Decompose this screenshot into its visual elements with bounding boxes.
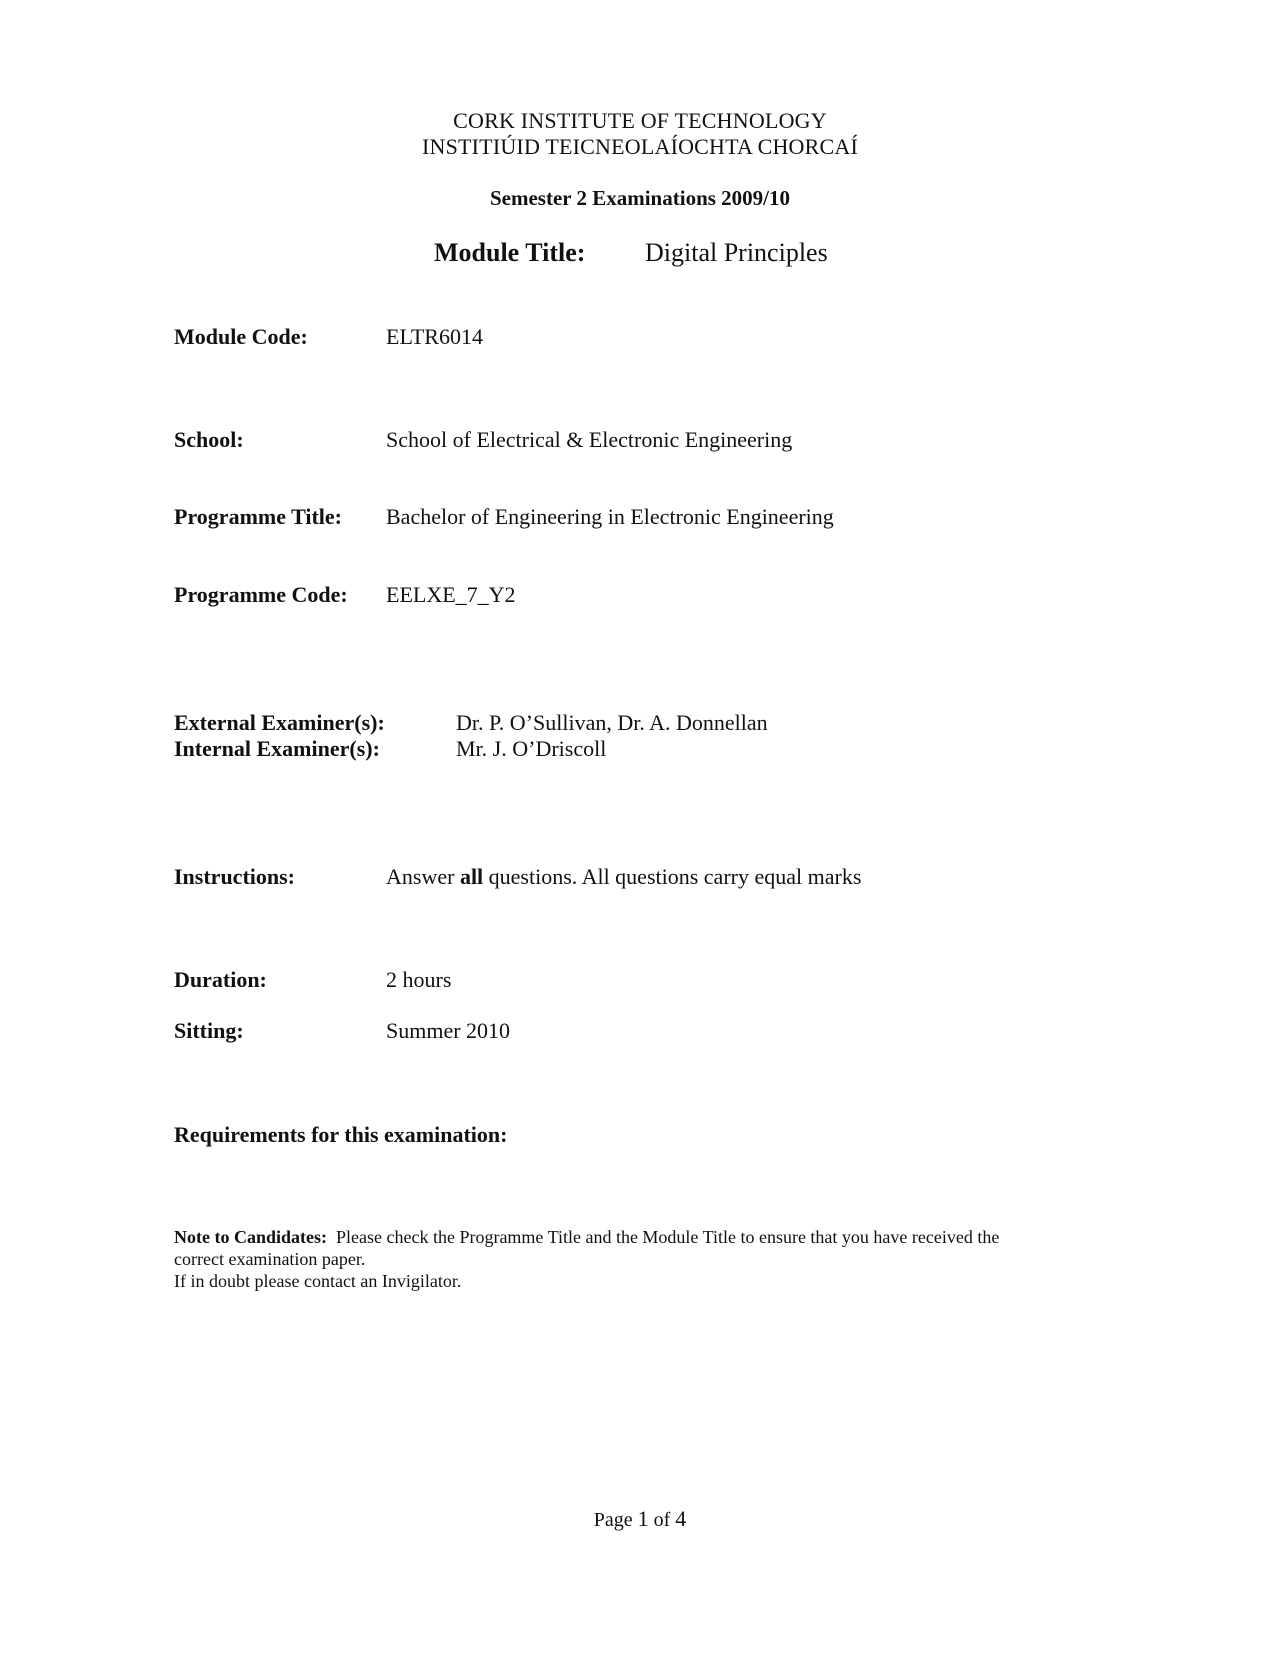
note-label: Note to Candidates: (174, 1227, 327, 1247)
note-line-3: If in doubt please contact an Invigilator. (174, 1271, 462, 1291)
note-line-1 (174, 1226, 999, 1248)
duration-value: 2 hours (386, 967, 452, 992)
module-code-label: Module Code: (174, 324, 308, 349)
module-title-label: Module Title: (434, 238, 586, 267)
sitting-label: Sitting: (174, 1018, 244, 1043)
institute-name-ga: INSTITIÚID TEICNEOLAÍOCHTA CHORCAÍ (421, 134, 859, 159)
institute-name-en: CORK INSTITUTE OF TECHNOLOGY (453, 108, 827, 133)
page-total: 4 (675, 1506, 687, 1531)
programme-title-label: Programme Title: (174, 504, 343, 529)
external-examiners-label: External Examiner(s): (174, 710, 385, 735)
sitting-value: Summer 2010 (386, 1018, 511, 1043)
semester-heading: Semester 2 Examinations 2009/10 (489, 186, 791, 210)
instructions-emphasis: all (459, 864, 484, 889)
instructions-label: Instructions: (174, 864, 296, 889)
note-line-1-text: Please check the Programme Title and the Module Title to ensure that you have received the (336, 1227, 1000, 1247)
school-value: School of Electrical & Electronic Engineering (386, 427, 793, 452)
duration-label: Duration: (174, 967, 267, 992)
school-label: School: (174, 427, 244, 452)
note-line-2: correct examination paper. (174, 1249, 366, 1269)
programme-code-label: Programme Code: (174, 582, 348, 607)
internal-examiners-label: Internal Examiner(s): (174, 736, 380, 761)
external-examiners-value: Dr. P. O’Sullivan, Dr. A. Donnellan (456, 710, 768, 735)
module-code-value: ELTR6014 (386, 324, 483, 349)
page-current: 1 (637, 1506, 649, 1531)
page-number (0, 1506, 1280, 1532)
page-of: of (653, 1509, 671, 1531)
requirements-label: Requirements for this examination: (174, 1122, 508, 1147)
page-prefix: Page (593, 1509, 633, 1531)
module-title-value: Digital Principles (645, 238, 828, 267)
programme-title-value: Bachelor of Engineering in Electronic Engineering (386, 504, 834, 529)
programme-code-value: EELXE_7_Y2 (386, 582, 516, 607)
internal-examiners-value: Mr. J. O’Driscoll (456, 736, 607, 761)
instructions-value (386, 864, 861, 890)
instructions-prefix: Answer (386, 864, 460, 889)
instructions-suffix: questions. All questions carry equal marks (483, 864, 862, 889)
